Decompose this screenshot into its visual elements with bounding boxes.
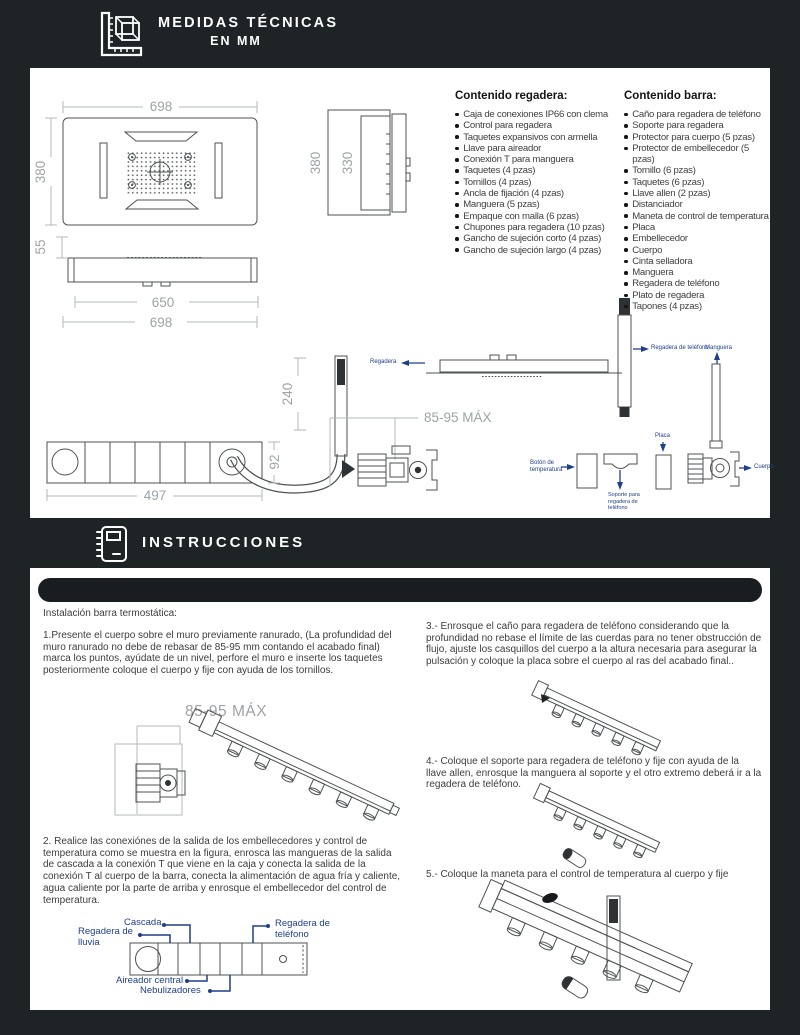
list-item-text: Conexión T para manguera <box>463 154 574 166</box>
bullet-icon <box>455 124 459 128</box>
list-item-text: Caño para regadera de teléfono <box>632 109 761 120</box>
list-item <box>624 267 770 278</box>
list-item <box>455 199 623 210</box>
label-cuerpo: Cuerpo <box>754 464 774 470</box>
list-item-text: Control para regadera <box>463 120 552 132</box>
step1-diagram <box>115 705 403 829</box>
contenido-regadera-title: Contenido regadera: <box>455 90 568 102</box>
side-dimensions <box>33 237 258 330</box>
label-cascada: Cascada <box>124 917 162 928</box>
list-item <box>455 245 623 256</box>
step3-diagram <box>528 681 662 762</box>
list-item-text: Caja de conexiones IP66 con clema <box>463 109 608 120</box>
list-item-text: Gancho de sujeción corto (4 pzas) <box>463 233 602 245</box>
contenido-barra-title: Contenido barra: <box>624 90 717 102</box>
list-item <box>624 290 770 301</box>
label-soporte: Soporte para regadera de teléfono <box>608 492 640 511</box>
list-item <box>455 188 623 199</box>
list-item-text: Distanciador <box>632 199 683 211</box>
bullet-icon <box>455 147 459 151</box>
contenido-barra-list <box>624 90 770 312</box>
list-item <box>624 278 770 289</box>
dim-max-depth: 85-95 MÁX <box>424 410 492 425</box>
page-subtitle: EN MM <box>210 34 262 48</box>
label-regadera-lluvia: Regadera de lluvia <box>78 926 133 948</box>
step-2-text: 2. Realice las conexiónes de la salida de los embellecedores y control de temperatura como se muestra en la figura, enrosca las mangueras de la salida de cascada a la conexión T que viene en la caja y conecta la salida de la conexión T al cuerpo de la barra, conecta la alimentación de agua fría y caliente, agua caliente por la parte de arriba y enrosque el embellecedor del control de temperatura. <box>43 836 401 906</box>
label-boton-temperatura: Botón de temperatura <box>530 460 563 473</box>
bullet-icon <box>624 135 628 139</box>
phone-shower-parts-drawing <box>561 298 752 490</box>
list-item <box>455 165 623 176</box>
header <box>0 0 800 68</box>
regadera-label-arrow <box>401 360 425 366</box>
side-view-drawing <box>68 258 257 287</box>
bullet-icon <box>624 260 628 264</box>
label-manguera: Manguera <box>705 345 733 351</box>
bullet-icon <box>455 203 459 207</box>
list-item-text: Maneta de control de temperatura <box>632 210 769 222</box>
list-item-text: Chupones para regadera (10 pzas) <box>463 221 605 233</box>
bullet-icon <box>624 124 628 128</box>
list-item <box>455 211 623 222</box>
technical-drawings-sheet <box>30 68 774 518</box>
label-nebulizadores: Nebulizadores <box>140 985 201 996</box>
list-item-text: Cuerpo <box>632 244 663 256</box>
contenido-barra-items <box>624 109 770 312</box>
list-item-text: Manguera (5 pzas) <box>463 199 540 211</box>
list-item <box>624 165 770 176</box>
bullet-icon <box>624 271 628 275</box>
bullet-icon <box>455 192 459 196</box>
list-item <box>455 233 623 244</box>
valve-section-drawing <box>330 410 492 490</box>
label-regadera-telefono-outlet: Regadera de teléfono <box>275 918 330 940</box>
step-3-text: 3.- Enrosque el caño para regadera de teléfono considerando que la profundidad no rebase el límite de las cuerdas para no tener obstrucción de flujo, ajuste los casquillos del cuerpo a la altura necesaria para asegurar la pulsación y coloque la placa sobre el cuerpo al ras del acabado final.. <box>426 621 762 668</box>
list-item-text: Regadera de teléfono <box>632 278 720 290</box>
list-item-text: Tapones (4 pzas) <box>632 301 702 313</box>
list-item-text: Cinta selladora <box>632 255 693 267</box>
list-item <box>624 120 770 131</box>
list-item <box>624 177 770 188</box>
bullet-icon <box>624 113 628 117</box>
list-item <box>624 109 770 120</box>
list-item-text: Empaque con malla (6 pzas) <box>463 210 579 222</box>
list-item <box>624 233 770 244</box>
list-item <box>624 132 770 143</box>
step1-depth-dimension: 85-95 MÁX <box>185 703 268 720</box>
dim-plan-width: 698 <box>149 99 173 114</box>
list-item-text: Taquetes (4 pzas) <box>463 165 536 177</box>
bullet-icon <box>624 282 628 286</box>
hand-shower-drawing <box>280 358 306 430</box>
list-item-text: Embellecedor <box>632 233 688 245</box>
instructions-title: INSTRUCCIONES <box>142 534 306 551</box>
instructions-sheet <box>30 568 770 1010</box>
list-item-text: Taquetes (6 pzas) <box>632 176 705 188</box>
ruler-cube-icon <box>96 10 144 63</box>
step-1-text: 1.Presente el cuerpo sobre el muro previamente ranurado, (La profundidad del muro ranurado no debe de rebasar de 85-95 mm contando el acabado final) marca los puntos, ayúdate de un nivel, perfore el muro e inserte los taquetes posteriormente coloque el cuerpo y fije con ayuda de los tornillos. <box>43 630 392 677</box>
list-item <box>624 245 770 256</box>
list-item-text: Protector de embellecedor (5 pzas) <box>632 142 749 166</box>
label-regadera: Regadera <box>370 359 397 365</box>
bullet-icon <box>624 181 628 185</box>
step-5-text: 5.- Coloque la maneta para el control de temperatura al cuerpo y fije <box>426 869 729 880</box>
list-item-text: Manguera <box>632 267 674 279</box>
dim-bar-height: 92 <box>267 454 282 470</box>
list-item <box>455 132 623 143</box>
instructions-band <box>0 518 800 568</box>
step-4-text: 4.- Coloque el soporte para regadera de teléfono y fije con ayuda de la llave allen, enrosque la manguera al soporte y el otro extremo deberá ir a la regadera de teléfono. <box>426 756 762 791</box>
bullet-icon <box>455 113 459 117</box>
contenido-regadera-items <box>455 109 623 256</box>
dim-profile-inner: 330 <box>340 151 355 175</box>
list-item-text: Placa <box>632 221 655 233</box>
page-title: MEDIDAS TÉCNICAS <box>158 15 339 31</box>
list-item <box>624 301 770 312</box>
contenido-regadera-list <box>455 90 623 256</box>
instruction-diagrams-svg <box>30 568 770 1010</box>
bullet-icon <box>455 214 459 218</box>
bullet-icon <box>624 226 628 230</box>
list-item <box>455 109 623 120</box>
list-item <box>455 177 623 188</box>
list-item <box>624 256 770 267</box>
list-item-text: Gancho de sujeción largo (4 pzas) <box>463 244 602 256</box>
bullet-icon <box>624 147 628 151</box>
bullet-icon <box>455 169 459 173</box>
list-item <box>624 222 770 233</box>
bullet-icon <box>455 158 459 162</box>
list-item <box>624 199 770 210</box>
list-item <box>455 222 623 233</box>
list-item-text: Llave para aireador <box>463 142 542 154</box>
list-item-text: Tornillos (4 pzas) <box>463 176 532 188</box>
ceiling-shower-profile-drawing <box>426 355 622 377</box>
list-item-text: Llave allen (2 pzas) <box>632 188 711 200</box>
bullet-icon <box>455 181 459 185</box>
label-aireador-central: Aireador central <box>116 975 184 986</box>
list-item <box>455 154 623 165</box>
bullet-icon <box>624 305 628 309</box>
profile-dimensions <box>308 152 355 175</box>
dim-hand-shower: 240 <box>280 382 295 406</box>
bullet-icon <box>624 294 628 298</box>
step4-diagram <box>529 783 660 869</box>
list-item-text: Taquetes expansivos con armella <box>463 131 598 143</box>
dim-profile-outer: 380 <box>308 151 323 175</box>
label-regadera-telefono: Regadera de teléfono <box>651 345 709 351</box>
list-item-text: Plato de regadera <box>632 289 705 301</box>
bullet-icon <box>624 237 628 241</box>
bullet-icon <box>624 248 628 252</box>
bullet-icon <box>455 226 459 230</box>
notebook-icon <box>92 524 132 569</box>
list-item <box>455 143 623 154</box>
dim-bar-width: 497 <box>143 488 167 503</box>
list-item-text: Tornillo (6 pzas) <box>632 165 696 177</box>
bullet-icon <box>455 248 459 252</box>
list-item-text: Soporte para regadera <box>632 120 724 132</box>
bullet-icon <box>624 214 628 218</box>
bullet-icon <box>455 237 459 241</box>
list-item <box>624 188 770 199</box>
dim-plan-height: 380 <box>33 160 48 184</box>
list-item <box>455 120 623 131</box>
step5-diagram <box>474 875 692 1006</box>
bar-drawing <box>47 356 347 489</box>
list-item-text: Ancla de fijación (4 pzas) <box>463 188 564 200</box>
list-item <box>624 143 770 166</box>
dim-side-outer: 698 <box>149 315 173 330</box>
label-placa: Placa <box>655 433 671 439</box>
dim-side-inner: 650 <box>151 295 175 310</box>
plan-view-drawing <box>63 118 257 225</box>
instructions-intro: Instalación barra termostática: <box>43 608 177 619</box>
list-item-text: Protector para cuerpo (5 pzas) <box>632 131 755 143</box>
bullet-icon <box>624 203 628 207</box>
list-item <box>624 211 770 222</box>
bullet-icon <box>455 135 459 139</box>
bullet-icon <box>624 169 628 173</box>
dim-side-height: 55 <box>33 239 48 255</box>
bullet-icon <box>624 192 628 196</box>
